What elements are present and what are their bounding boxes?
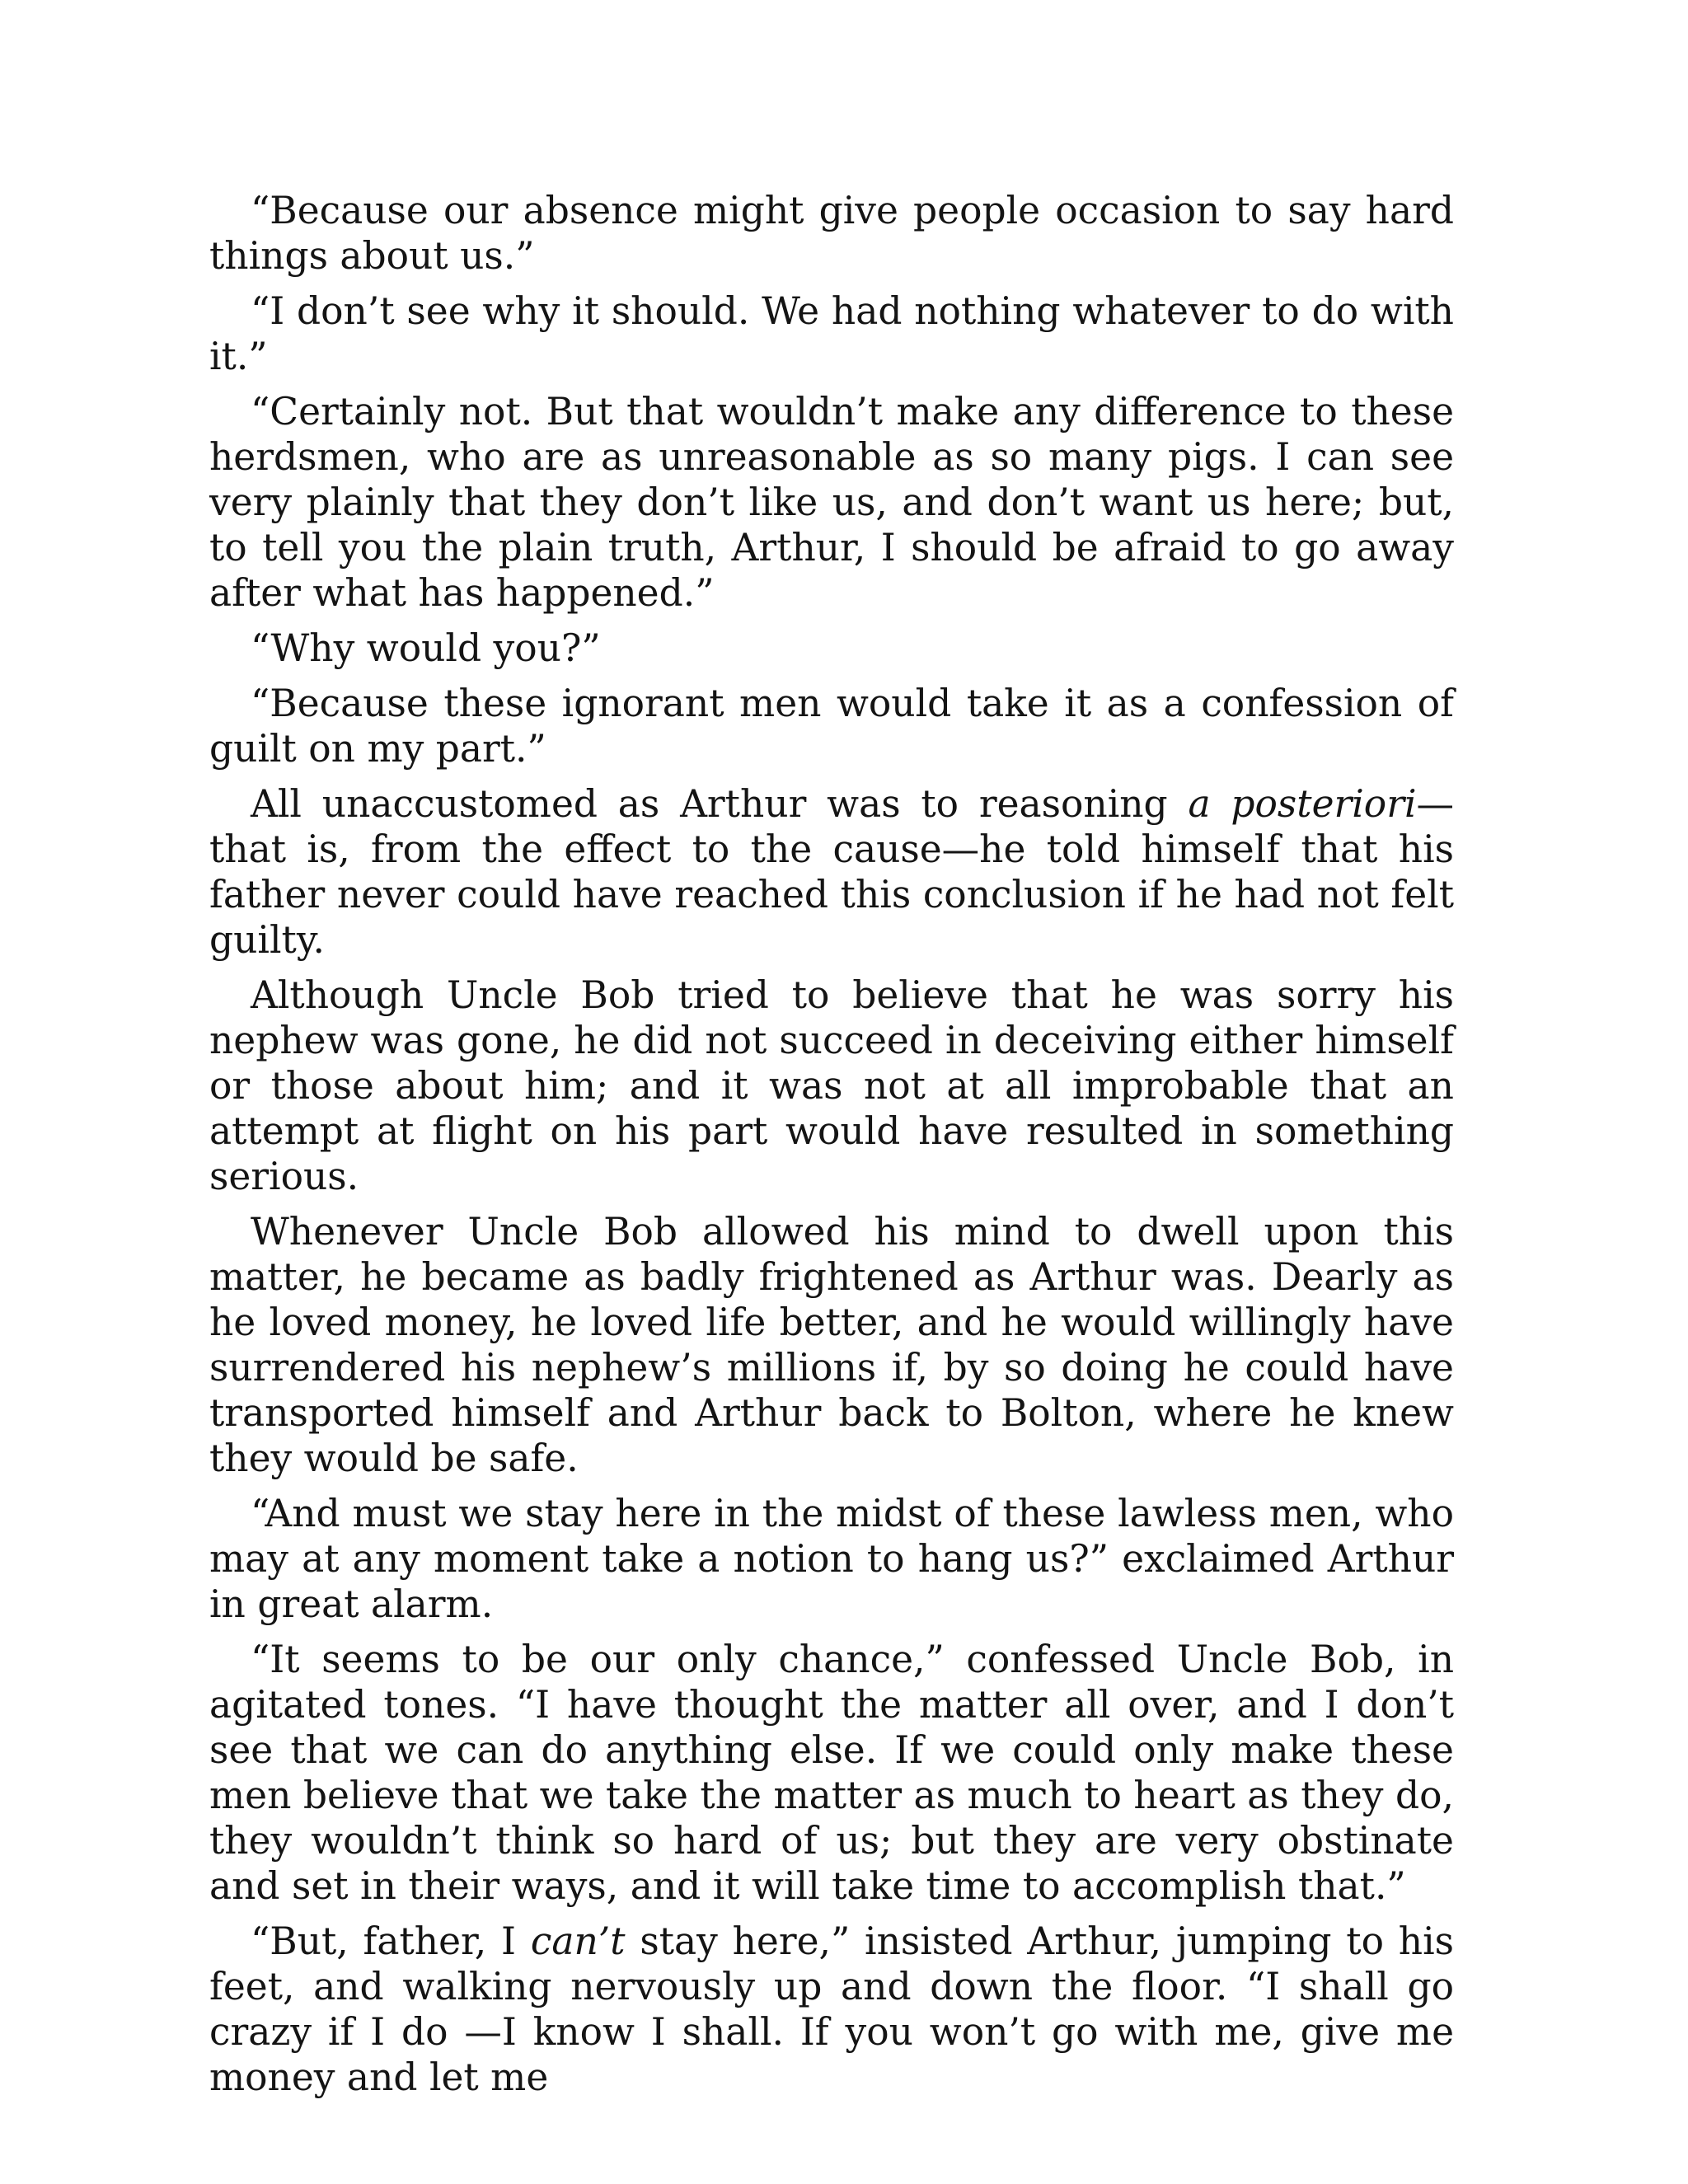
paragraph-text: “I don’t see why it should. We had nothing whatever to do with it.” <box>209 289 1454 378</box>
paragraph-text: All unaccustomed as Arthur was to reasoning <box>251 782 1189 826</box>
paragraph <box>209 972 1454 1199</box>
paragraph <box>209 288 1454 379</box>
paragraph <box>209 1637 1454 1909</box>
paragraph <box>209 681 1454 771</box>
paragraph <box>209 1919 1454 2100</box>
paragraph-text: “Because our absence might give people occasion to say hard things about us.” <box>209 189 1454 278</box>
paragraph <box>209 626 1454 671</box>
paragraph-text: “And must we stay here in the midst of these lawless men, who may at any moment take a notion to hang us?” exclaimed Arthur in great alarm. <box>209 1492 1454 1626</box>
paragraph <box>209 781 1454 963</box>
italic-text: a posteriori <box>1188 782 1417 826</box>
italic-text: can’t <box>530 1919 626 1963</box>
paragraph-text: Whenever Uncle Bob allowed his mind to dwell upon this matter, he became as badly frightened as Arthur was. Dearly as he loved money, he loved life better, and he would willingly have surrendered his nephew’s millions if, by so doing he could have transported himself and Arthur back to Bolton, where he knew they would be safe. <box>209 1210 1454 1480</box>
paragraph-text: “Because these ignorant men would take it as a confession of guilt on my part.” <box>209 682 1454 771</box>
paragraph-text: stay here,” insisted Arthur, jumping to his feet, and walking nervously up and down the floor. “I shall go crazy if I do —I know I shall. If you won’t go with me, give me money and let me <box>209 1919 1454 2099</box>
paragraph-text: “It seems to be our only chance,” confessed Uncle Bob, in agitated tones. “I have thought the matter all over, and I don’t see that we can do anything else. If we could only make these men believe that we take the matter as much to heart as they do, they wouldn’t think so hard of us; but they are very obstinate and set in their ways, and it will take time to accomplish that.” <box>209 1638 1454 1908</box>
paragraph-text: “Why would you?” <box>251 626 601 670</box>
paragraph <box>209 1209 1454 1481</box>
paragraph <box>209 1491 1454 1627</box>
paragraph-text: —that is, from the effect to the cause—he told himself that his father never could have reached this conclusion if he had not felt guilty. <box>209 782 1454 962</box>
paragraph <box>209 188 1454 279</box>
page-body <box>209 188 1454 2110</box>
paragraph-text: “Certainly not. But that wouldn’t make any difference to these herdsmen, who are as unreasonable as so many pigs. I can see very plainly that they don’t like us, and don’t want us here; but, to tell you the plain truth, Arthur, I should be afraid to go away after what has happened.” <box>209 390 1454 615</box>
paragraph <box>209 389 1454 616</box>
paragraph-text: “But, father, I <box>251 1919 531 1963</box>
paragraph-text: Although Uncle Bob tried to believe that he was sorry his nephew was gone, he did not succeed in deceiving either himself or those about him; and it was not at all improbable that an attempt at flight on his part would have resulted in something serious. <box>209 973 1454 1198</box>
